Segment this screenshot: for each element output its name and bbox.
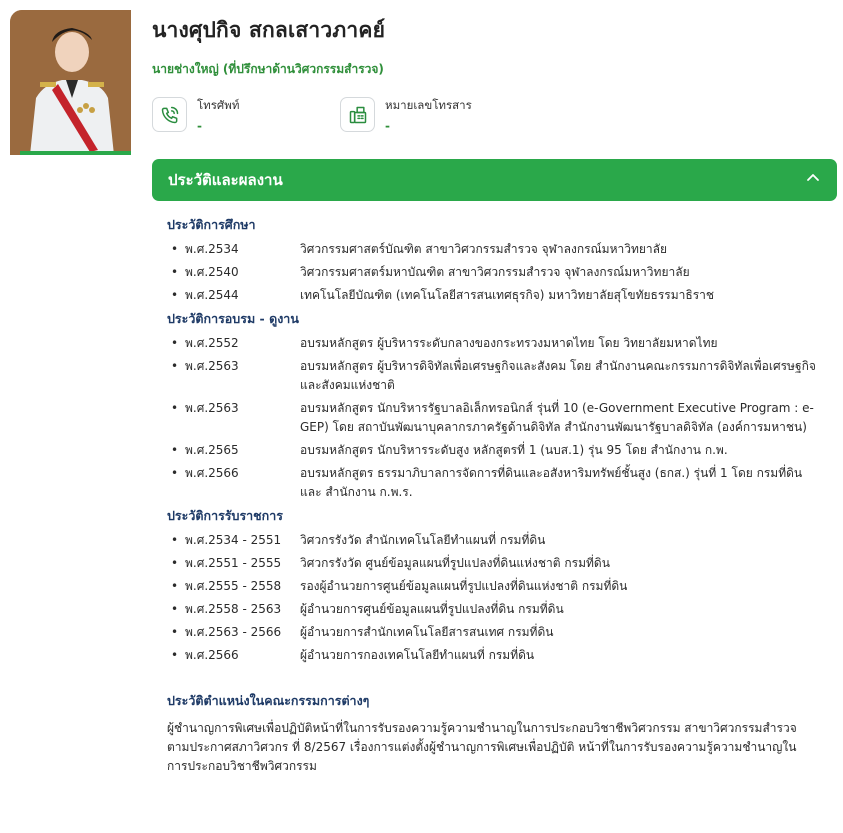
item-year: พ.ศ.2565 [185,443,239,457]
fax-icon [340,97,375,132]
education-list [167,240,817,305]
item-year: พ.ศ.2558 - 2563 [185,602,282,616]
list-item [167,240,817,259]
item-year: พ.ศ.2566 [185,648,239,662]
item-text: อบรมหลักสูตร ธรรมาภิบาลการจัดการที่ดินและอสังหาริมทรัพย์ชั้นสูง (ธกส.) รุ่นที่ 1 โดย กรมที่ดิน และ สำนักงาน ก.พ.ร. [300,466,803,499]
education-title: ประวัติการศึกษา [167,217,256,232]
item-text: เทคโนโลยีบัณฑิต (เทคโนโลยีสารสนเทศธุรกิจ) มหาวิทยาลัยสุโขทัยธรรมาธิราช [300,288,715,302]
item-text: รองผู้อำนวยการศูนย์ข้อมูลแผนที่รูปแปลงที่ดินแห่งชาติ กรมที่ดิน [300,579,628,593]
item-text: ผู้อำนวยการสำนักเทคโนโลยีสารสนเทศ กรมที่ดิน [300,625,554,639]
career-title: ประวัติการรับราชการ [167,508,283,523]
item-text: วิศวกรรมศาสตร์บัณฑิต สาขาวิศวกรรมสำรวจ จุฬาลงกรณ์มหาวิทยาลัย [300,242,668,256]
item-year: พ.ศ.2544 [185,288,239,302]
bullet-icon: • [171,401,179,415]
item-year: พ.ศ.2534 [185,242,239,256]
item-text: วิศวกรรังวัด ศูนย์ข้อมูลแผนที่รูปแปลงที่ดินแห่งชาติ กรมที่ดิน [300,556,610,570]
person-position: นายช่างใหญ่ (ที่ปรึกษาด้านวิศวกรรมสำรวจ) [152,62,384,76]
bullet-icon: • [171,242,179,256]
item-text: ผู้อำนวยการศูนย์ข้อมูลแผนที่รูปแปลงที่ดิน กรมที่ดิน [300,602,564,616]
bullet-icon: • [171,533,179,547]
item-year: พ.ศ.2555 - 2558 [185,579,282,593]
phone-icon [152,97,187,132]
fax-contact [340,97,472,133]
list-item [167,357,817,395]
item-text: ผู้อำนวยการกองเทคโนโลยีทำแผนที่ กรมที่ดิน [300,648,535,662]
bullet-icon: • [171,648,179,662]
history-accordion-header[interactable] [152,159,837,201]
list-item [167,646,817,665]
item-year: พ.ศ.2563 - 2566 [185,625,282,639]
item-year: พ.ศ.2563 [185,401,239,415]
bullet-icon: • [171,625,179,639]
list-item [167,286,817,305]
accordion-title: ประวัติและผลงาน [168,171,283,189]
list-item [167,623,817,642]
list-item [167,600,817,619]
item-year: พ.ศ.2551 - 2555 [185,556,282,570]
item-year: พ.ศ.2566 [185,466,239,480]
committee-text: ผู้ชำนาญการพิเศษเพื่อปฏิบัติหน้าที่ในการรับรองความรู้ความชำนาญในการประกอบวิชาชีพวิศวกรรม สาขาวิศวกรรมสำรวจ ตามประกาศสภาวิศวกร ที่ 8/2567 เรื่องการแต่งตั้งผู้ชำนาญการพิเศษเพื่อปฏิบัติ หน้าที่ในการรับรองความรู้ความชำนาญในการประกอบวิชาชีพวิศวกรรม [167,721,797,773]
history-content [167,215,817,776]
bullet-icon: • [171,579,179,593]
list-item [167,263,817,282]
training-title: ประวัติการอบรม - ดูงาน [167,311,299,326]
list-item [167,441,817,460]
phone-contact [152,97,239,133]
item-text: วิศวกรรังวัด สำนักเทคโนโลยีทำแผนที่ กรมที่ดิน [300,533,546,547]
bullet-icon: • [171,443,179,457]
phone-value: - [197,119,202,133]
bullet-icon: • [171,466,179,480]
list-item [167,554,817,573]
item-year: พ.ศ.2552 [185,336,239,350]
item-text: อบรมหลักสูตร นักบริหารระดับสูง หลักสูตรที่ 1 (นบส.1) รุ่น 95 โดย สำนักงาน ก.พ. [300,443,728,457]
item-year: พ.ศ.2540 [185,265,239,279]
portrait-image [10,10,131,155]
fax-label: หมายเลขโทรสาร [385,98,472,112]
phone-label: โทรศัพท์ [197,98,240,112]
fax-value: - [385,119,390,133]
training-list [167,334,817,502]
item-year: พ.ศ.2534 - 2551 [185,533,282,547]
list-item [167,334,817,353]
chevron-up-icon[interactable] [805,170,821,190]
bullet-icon: • [171,288,179,302]
item-text: อบรมหลักสูตร นักบริหารรัฐบาลอิเล็กทรอนิกส์ รุ่นที่ 10 (e-Government Executive Program : e-GEP) โดย สถาบันพัฒนาบุคลากรภาครัฐด้านดิจิทัล สำนักงานพัฒนารัฐบาลดิจิทัล (องค์การมหาชน) [300,401,814,434]
career-list [167,531,817,665]
profile-photo [10,10,131,155]
person-name: นางศุปกิจ สกลเสาวภาคย์ [152,18,386,42]
item-text: อบรมหลักสูตร ผู้บริหารระดับกลางของกระทรวงมหาดไทย โดย วิทยาลัยมหาดไทย [300,336,718,350]
item-year: พ.ศ.2563 [185,359,239,373]
item-text: วิศวกรรมศาสตร์มหาบัณฑิต สาขาวิศวกรรมสำรวจ จุฬาลงกรณ์มหาวิทยาลัย [300,265,690,279]
list-item [167,531,817,550]
bullet-icon: • [171,556,179,570]
list-item [167,577,817,596]
list-item [167,464,817,502]
committee-title: ประวัติตำแหน่งในคณะกรรมการต่างๆ [167,693,370,708]
bullet-icon: • [171,336,179,350]
item-text: อบรมหลักสูตร ผู้บริหารดิจิทัลเพื่อเศรษฐกิจและสังคม โดย สำนักงานคณะกรรมการดิจิทัลเพื่อเศรษฐกิจและสังคมแห่งชาติ [300,359,816,392]
bullet-icon: • [171,602,179,616]
bullet-icon: • [171,359,179,373]
list-item [167,399,817,437]
bullet-icon: • [171,265,179,279]
